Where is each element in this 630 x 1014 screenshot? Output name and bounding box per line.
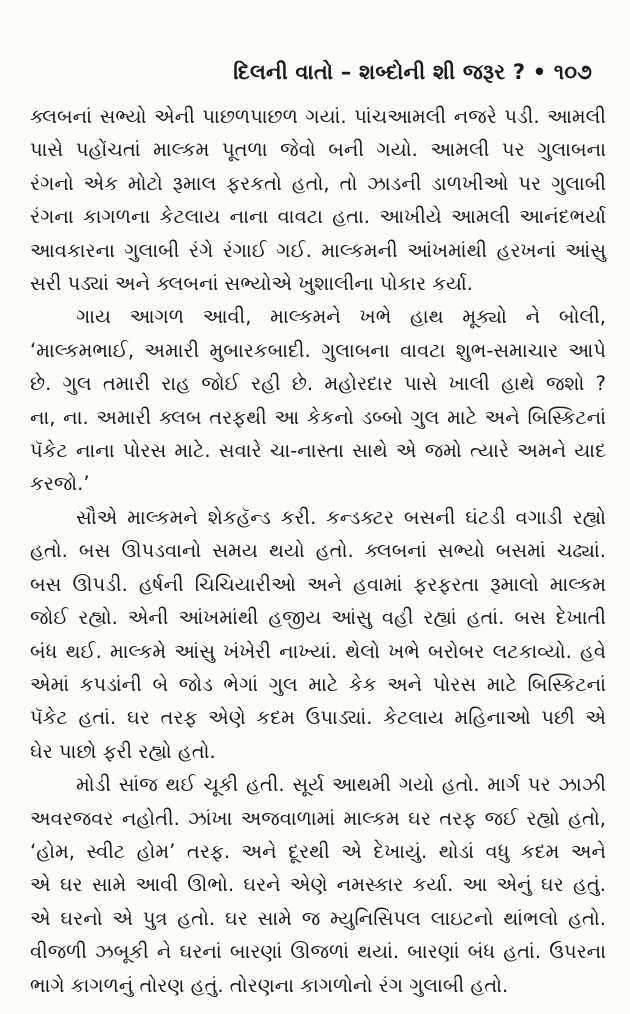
- text-line: એ ઘરનો એ પુત્ર હતો. ઘર સામે જ મ્યુનિસિપલ લાઇટનો થાંભલો હતો.: [30, 906, 606, 930]
- text-line: ના, ના. અમારી ક્લબ તરફથી આ કેકનો ડબ્બો ગુલ માટે અને બિસ્કિટનાં: [30, 405, 606, 429]
- paragraph: [30, 768, 606, 1002]
- body-text: [30, 100, 606, 1002]
- text-line: એ ઘર સામે આવી ઊભો. ઘરને એણે નમસ્કાર કર્યા. આ એનું ઘર હતું.: [30, 873, 606, 897]
- text-line: સરી પડ્યાં અને ક્લબનાં સભ્યોએ ખુશાલીના પોકાર કર્યા.: [30, 272, 473, 296]
- text-line: એમાં કપડાંની બે જોડ ભેગાં ગુલ માટે કેક અને પોરસ માટે બિસ્કિટનાં: [30, 672, 606, 696]
- text-line: મોડી સાંજ થઈ ચૂકી હતી. સૂર્ય આથમી ગયો હતો. માર્ગ પર ઝાઝી: [76, 773, 606, 797]
- text-line: છે. ગુલ તમારી રાહ જોઈ રહી છે. મહોરદાર પાસે ખાલી હાથે જશો ?: [30, 372, 606, 396]
- text-line: ક્લબનાં સભ્યો એની પાછળપાછળ ગયાં. પાંચઆમલી નજરે પડી. આમલી: [30, 105, 606, 128]
- text-line: સૌએ માલ્કમને શેકહૅન્ડ કરી. કન્ડક્ટર બસની ઘંટડી વગાડી રહ્યો: [76, 505, 606, 529]
- text-line: બસ ઊપડી. હર્ષની ચિચિયારીઓ અને હવામાં ફરફરતા રૂમાલો માલ્કમ: [30, 572, 606, 596]
- paragraph: [30, 501, 606, 768]
- text-line: આવકારના ગુલાબી રંગે રંગાઈ ગઈ. માલ્કમની આંખમાંથી હરખનાં આંસુ: [30, 238, 606, 262]
- text-line: પાસે પહોંચતાં માલ્કમ પૂતળા જેવો બની ગયો. આમલી પર ગુલાબના: [30, 138, 606, 162]
- text-line: ગાય આગળ આવી, માલ્કમને ખભે હાથ મૂક્યો ને બોલી,: [76, 305, 606, 329]
- text-line: ઘેર પાછો ફરી રહ્યો હતો.: [30, 739, 216, 763]
- text-line: પૅકેટ હતાં. ઘર તરફ એણે કદમ ઉપાડ્યાં. કેટલાય મહિનાઓ પછી એ: [30, 706, 606, 730]
- text-line: વીજળી ઝબૂકી ને ઘરનાં બારણાં ઊજળાં થયાં. બારણાં બંધ હતાં. ઉપરના: [30, 940, 606, 964]
- running-header: દિલની વાતો – શબ્દોની શી જરૂર ? • ૧૦૭: [233, 60, 592, 84]
- text-line: અવરજવર નહોતી. ઝાંખા અજવાળામાં માલ્કમ ઘર તરફ જઈ રહ્યો હતો,: [30, 806, 606, 830]
- text-line: જોઈ રહ્યો. એની આંખમાંથી હજીય આંસુ વહી રહ્યાં હતાં. બસ દેખાતી: [30, 606, 606, 630]
- text-line: ભાગે કાગળનું તોરણ હતું. તોરણના કાગળોનો રંગ ગુલાબી હતો.: [30, 973, 509, 997]
- text-line: હતો. બસ ઊપડવાનો સમય થયો હતો. ક્લબનાં સભ્યો બસમાં ચઢ્યાં.: [30, 539, 606, 563]
- paragraph: [30, 100, 606, 300]
- text-line: પૅકેટ નાના પોરસ માટે. સવારે ચા-નાસ્તા સાથે એ જમો ત્યારે અમને યાદ: [30, 439, 606, 463]
- text-line: બંધ થઈ. માલ્કમે આંસુ ખંખેરી નાખ્યાં. થેલો ખભે બરોબર લટકાવ્યો. હવે: [30, 639, 606, 663]
- text-line: રંગનો એક મોટો રૂમાલ ફરકતો હતો, તો ઝાડની ડાળખીઓ પર ગુલાબી: [30, 171, 606, 195]
- paragraph: [30, 300, 606, 500]
- text-line: રંગના કાગળના કેટલાય નાના વાવટા હતા. આખીયે આમલી આનંદભર્યા: [30, 205, 606, 229]
- text-line: ‘હોમ, સ્વીટ હોમ’ તરફ. અને દૂરથી એ દેખાયું. થોડાં વધુ કદમ અને: [30, 839, 606, 863]
- text-line: ‘માલ્કમભાઈ, અમારી મુબારકબાદી. ગુલાબના વાવટા શુભ-સમાચાર આપે: [30, 338, 606, 362]
- text-line: કરજો.’: [30, 472, 90, 496]
